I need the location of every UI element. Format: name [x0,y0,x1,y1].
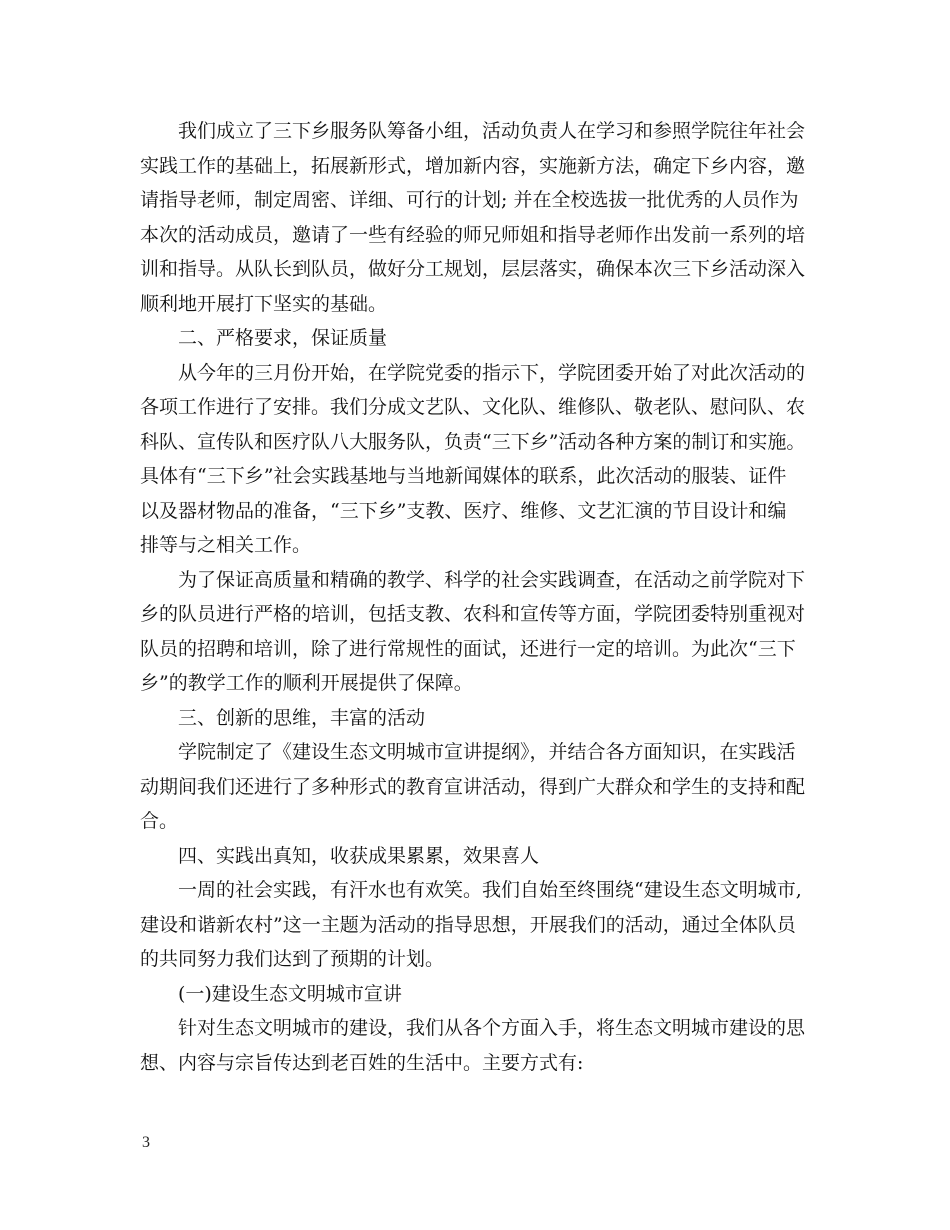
text-line: 请指导老师，制定周密、详细、可行的计划; 并在全校选拔一批优秀的人员作为 [140,189,799,211]
text-line: 为了保证高质量和精确的教学、科学的社会实践调查，在活动之前学院对下 [178,568,806,591]
text-line: 乡的队员进行严格的培训，包括支教、农科和宣传等方面，学院团委特别重视对 [140,603,806,625]
text-line: 科队、宣传队和医疗队八大服务队，负责“三下乡”活动各种方案的制订和实施。 [140,430,806,453]
text-line: 三、创新的思维，丰富的活动 [178,706,426,729]
text-line: 队员的招聘和培训，除了进行常规性的面试，还进行一定的培训。为此次“三下 [140,637,796,660]
text-line: 二、严格要求，保证质量 [178,327,388,349]
text-line: 建设和谐新农村”这一主题为活动的指导思想，开展我们的活动，通过全体队员 [140,913,796,936]
text-line: 具体有“三下乡”社会实践基地与当地新闻媒体的联系，此次活动的服装、证件 [140,465,787,487]
document-body [140,114,812,1080]
text-line: 我们成立了三下乡服务队筹备小组，活动负责人在学习和参照学院往年社会 [178,120,806,142]
text-line: (一)建设生态文明城市宣讲 [178,982,402,1005]
page-number: 3 [142,1134,150,1151]
text-line: 以及器材物品的准备，“三下乡”支教、医疗、维修、文艺汇演的节目设计和编 [140,499,787,522]
text-line: 合。 [140,810,179,832]
text-line: 一周的社会实践，有汗水也有欢笑。我们自始至终围绕“建设生态文明城市, [178,879,802,901]
text-line: 实践工作的基础上，拓展新形式，增加新内容，实施新方法，确定下乡内容，邀 [140,154,806,177]
text-line: 顺利地开展打下坚实的基础。 [140,292,388,315]
text-line: 训和指导。从队长到队员，做好分工规划，层层落实，确保本次三下乡活动深入 [140,258,806,280]
text-line: 从今年的三月份开始，在学院党委的指示下，学院团委开始了对此次活动的 [178,361,806,384]
text-line: 各项工作进行了安排。我们分成文艺队、文化队、维修队、敬老队、慰问队、农 [140,396,806,418]
text-line: 的共同努力我们达到了预期的计划。 [140,948,445,970]
text-line: 本次的活动成员，邀请了一些有经验的师兄师姐和指导老师作出发前一系列的培 [140,223,806,246]
text-line: 乡”的教学工作的顺利开展提供了保障。 [140,672,473,694]
text-line: 动期间我们还进行了多种形式的教育宣讲活动，得到广大群众和学生的支持和配 [140,775,806,798]
text-line: 想、内容与宗旨传达到老百姓的生活中。主要方式有: [140,1051,584,1074]
text-line: 四、实践出真知，收获成果累累，效果喜人 [178,844,540,867]
text-line: 学院制定了《建设生态文明城市宣讲提纲》，并结合各方面知识，在实践活 [178,741,796,763]
text-line: 针对生态文明城市的建设，我们从各个方面入手，将生态文明城市建设的思 [178,1017,806,1039]
text-line: 排等与之相关工作。 [140,534,312,556]
